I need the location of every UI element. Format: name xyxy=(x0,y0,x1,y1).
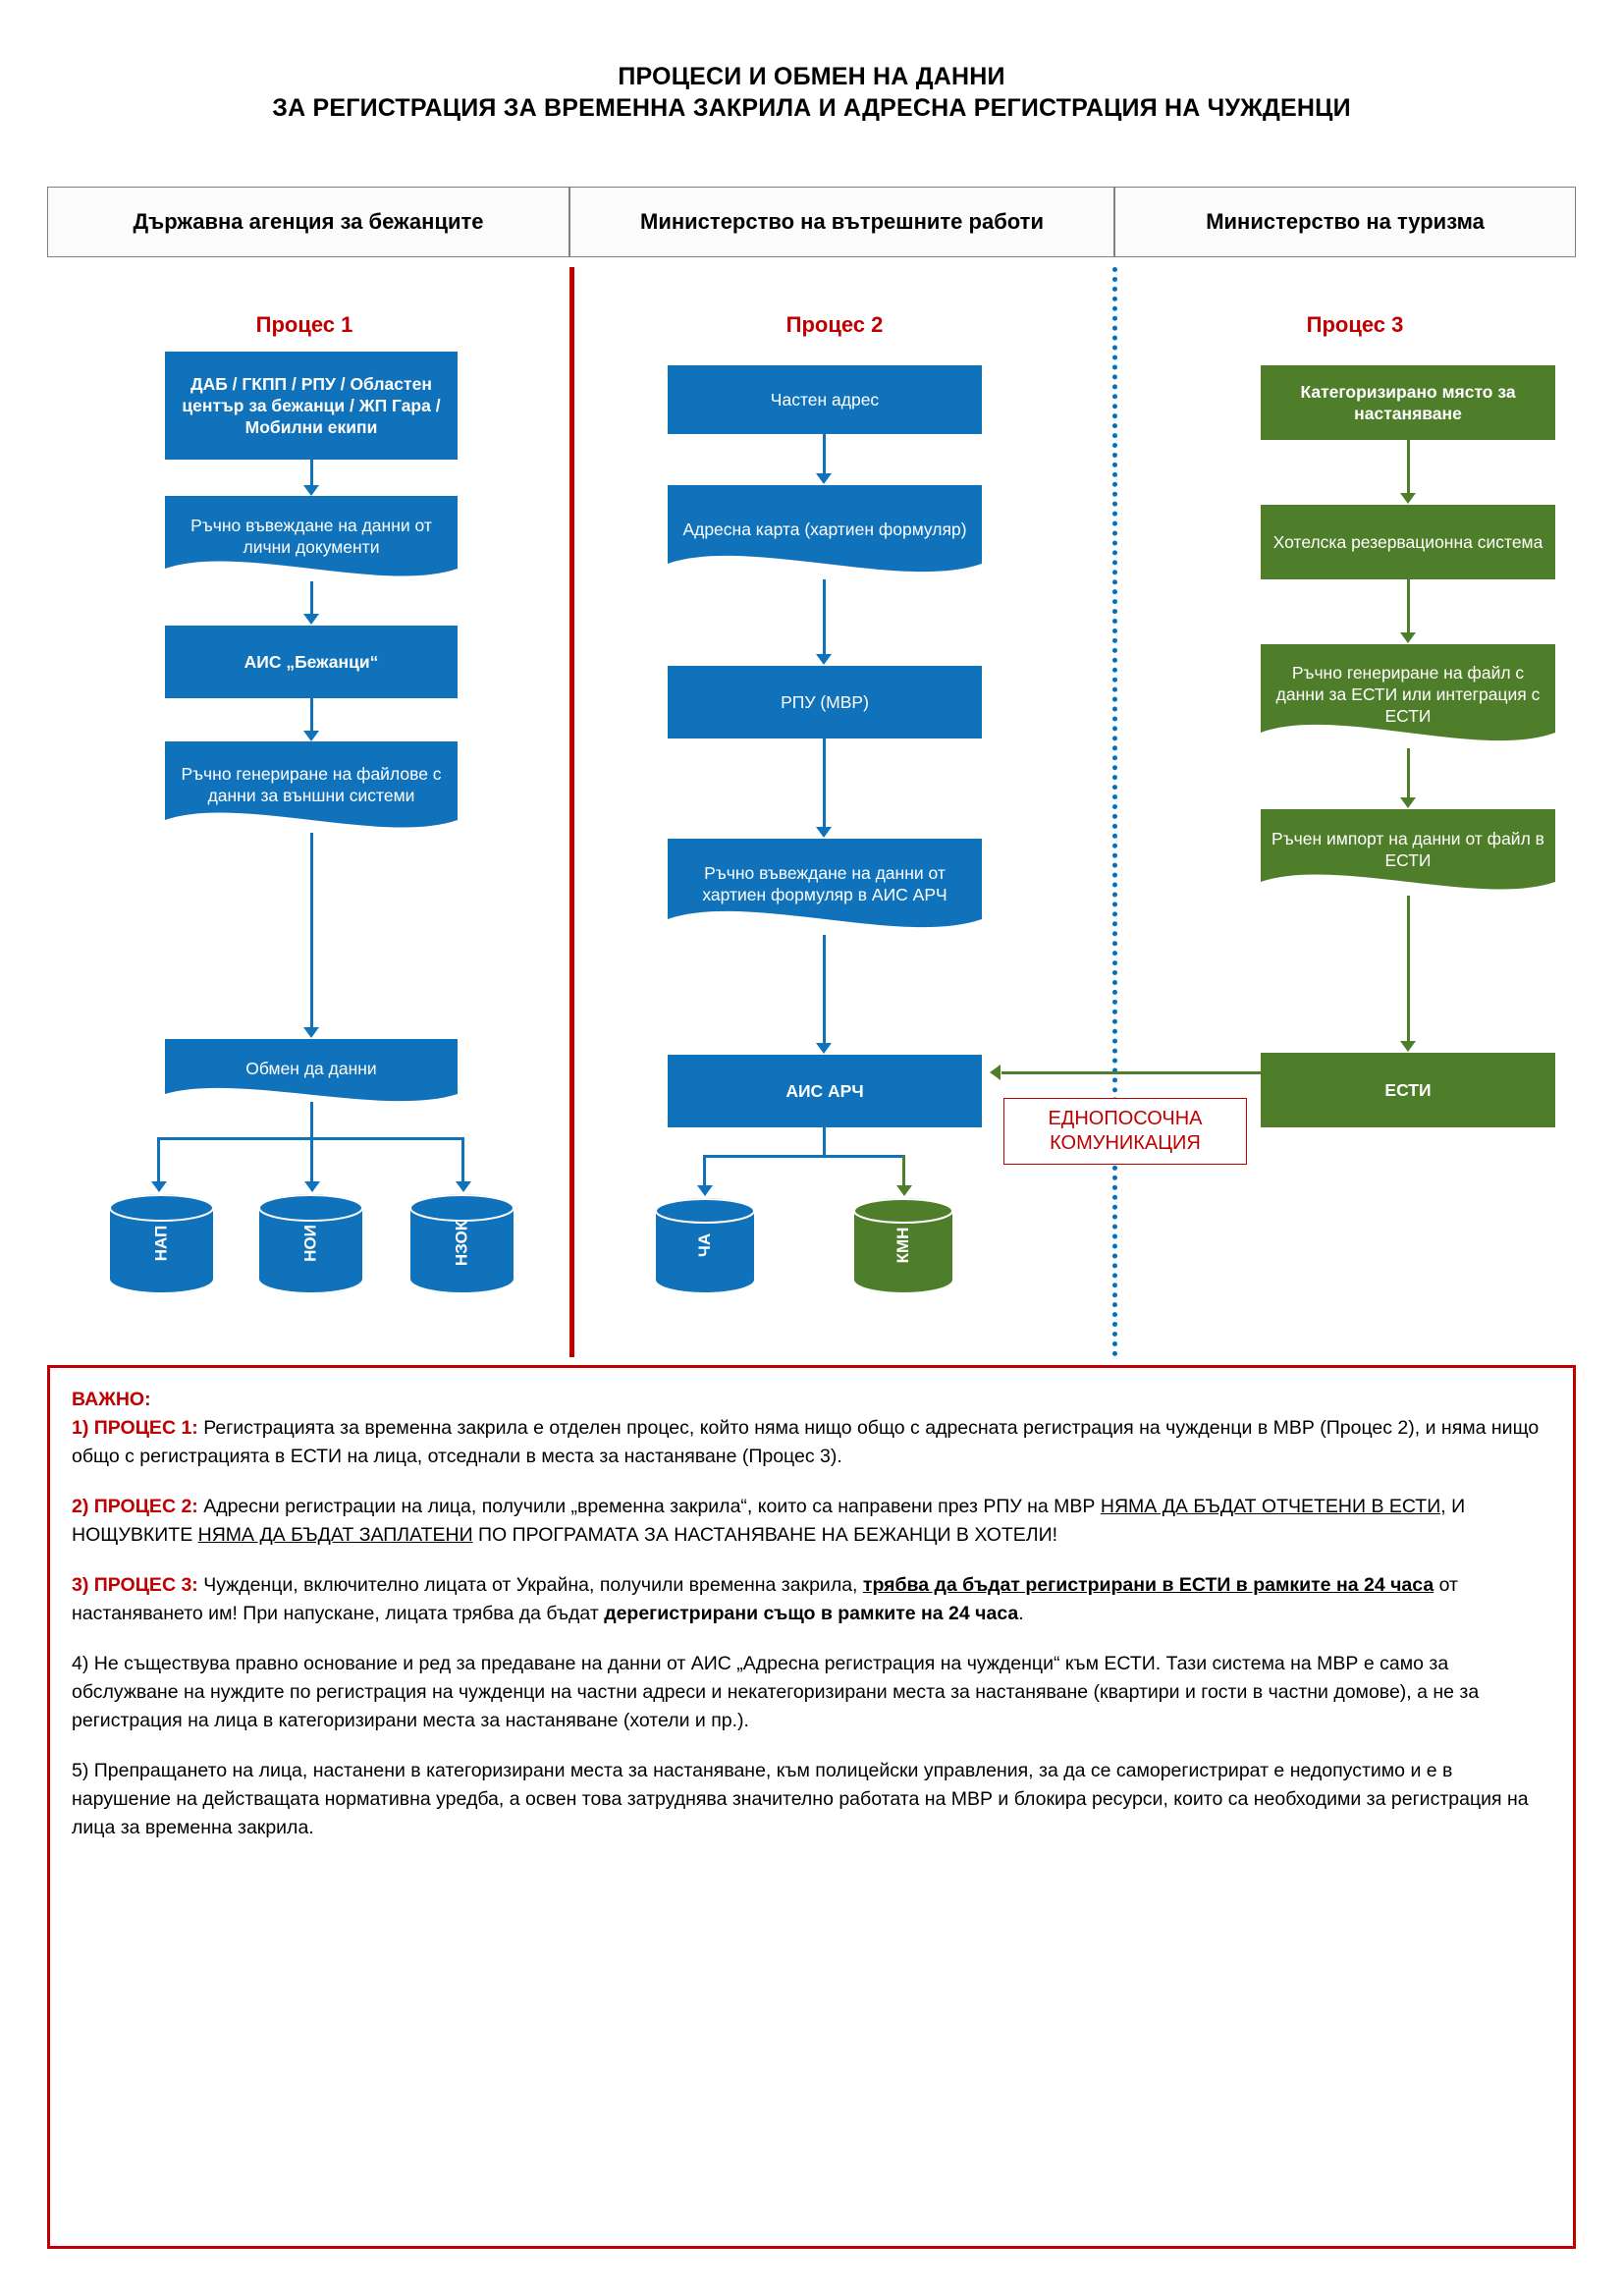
process-2-label: Процес 2 xyxy=(785,312,884,337)
p1-database-nzok-label: НЗОК xyxy=(452,1220,471,1267)
p2-arrow-4 xyxy=(816,1043,832,1054)
p2-arrow-1 xyxy=(816,473,832,484)
p3-arrow-2 xyxy=(1400,632,1416,643)
note-p2-underline-2: НЯМА ДА БЪДАТ ЗАПЛАТЕНИ xyxy=(197,1524,473,1546)
p1-database-nap-label: НАП xyxy=(151,1225,171,1262)
p1-split-stem xyxy=(310,1102,313,1137)
p2-branch-arrow-1 xyxy=(697,1185,713,1196)
p1-arrow-3 xyxy=(303,731,319,741)
p1-branch-arrow-3 xyxy=(456,1181,471,1192)
p2-address-card-text: Адресна карта (хартиен формуляр) xyxy=(682,519,967,539)
p1-data-exchange-doc xyxy=(165,1039,458,1110)
note-p3-c: . xyxy=(1018,1603,1024,1624)
process-3-label: Процес 3 xyxy=(1306,312,1404,337)
p1-source-box: ДАБ / ГКПП / РПУ / Областен център за бежанци / ЖП Гара / Мобилни екипи xyxy=(165,352,458,460)
p2-police-box: РПУ (МВР) xyxy=(668,666,982,738)
p2-branch-1 xyxy=(703,1155,706,1188)
p2-connector-1 xyxy=(823,434,826,475)
p3-manual-import-text: Ръчен импорт на данни от файл в ЕСТИ xyxy=(1271,829,1544,870)
note-p2-a: Адресни регистрации на лица, получили „временна закрила“, които са направени през РПУ на МВР xyxy=(197,1496,1101,1517)
p2-private-address-box: Частен адрес xyxy=(668,365,982,434)
p1-connector-2 xyxy=(310,581,313,616)
p1-arrow-2 xyxy=(303,614,319,625)
p2-arrow-3 xyxy=(816,827,832,838)
note-p2-b: И НОЩУВКИТЕ xyxy=(72,1496,1466,1546)
one-way-communication-callout: ЕДНОПОСОЧНА КОМУНИКАЦИЯ xyxy=(1003,1098,1247,1165)
p2-connector-4 xyxy=(823,935,826,1045)
note-p3-a: Чужденци, включително лицата от Украйна, получили временна закрила, xyxy=(197,1574,863,1596)
p1-data-exchange-text: Обмен да данни xyxy=(245,1059,377,1078)
p2-connector-2 xyxy=(823,579,826,656)
note-heading-text: ВАЖНО: xyxy=(72,1389,151,1410)
p3-arrow-4 xyxy=(1400,1041,1416,1052)
esti-to-arch-line xyxy=(1001,1071,1263,1074)
p1-database-noi-label: НОИ xyxy=(300,1225,320,1262)
p1-system-box: АИС „Бежанци“ xyxy=(165,626,458,698)
p3-arrow-1 xyxy=(1400,493,1416,504)
p2-system-box: АИС АРЧ xyxy=(668,1055,982,1127)
p1-database-nap xyxy=(110,1194,213,1292)
p1-database-noi xyxy=(259,1194,362,1292)
p2-address-card-doc xyxy=(668,485,982,583)
p3-hotel-system-box: Хотелска резервационна система xyxy=(1261,505,1555,579)
p1-branch-1 xyxy=(157,1137,160,1184)
p1-branch-3 xyxy=(461,1137,464,1184)
p1-connector-1 xyxy=(310,460,313,487)
column-header-refugee-agency: Държавна агенция за бежанците xyxy=(47,187,569,257)
esti-to-arch-arrow xyxy=(990,1065,1001,1080)
p2-database-kmn-label: КМН xyxy=(893,1227,912,1264)
column-header-interior-ministry: Министерство на вътрешните работи xyxy=(569,187,1114,257)
p2-manual-entry-text: Ръчно въвеждане на данни от хартиен формуляр в АИС АРЧ xyxy=(702,863,947,904)
note-p1-text: Регистрацията за временна закрила е отделен процес, който няма нищо общо с адресната регистрация на чужденци в МВР (Процес 2), и няма нищо общо с регистрацията в ЕСТИ на лица, отседнали в места за настаняване (Процес 3). xyxy=(72,1417,1540,1467)
p2-manual-entry-doc xyxy=(668,839,982,939)
p3-arrow-3 xyxy=(1400,797,1416,808)
p1-connector-4 xyxy=(310,833,313,1029)
p2-branch-2 xyxy=(902,1155,905,1188)
note-p3 xyxy=(72,1571,1551,1628)
p2-split-bar xyxy=(703,1155,905,1158)
note-p3-label: 3) ПРОЦЕС 3: xyxy=(72,1574,198,1596)
note-p2-c: ПО ПРОГРАМАТА ЗА НАСТАНЯВАНЕ НА БЕЖАНЦИ В ХОТЕЛИ! xyxy=(472,1524,1058,1546)
important-note-box xyxy=(47,1365,1576,2249)
separator-dotted-vertical xyxy=(1112,267,1117,1357)
p1-branch-2 xyxy=(310,1137,313,1184)
p1-branch-arrow-2 xyxy=(304,1181,320,1192)
p2-connector-3 xyxy=(823,738,826,829)
note-p2 xyxy=(72,1493,1551,1550)
column-header-tourism-ministry: Министерство на туризма xyxy=(1114,187,1576,257)
note-p5: 5) Препращането на лица, настанени в категоризирани места за настаняване, към полицейски управления, за да се саморегистрират е недопустимо и е в нарушение на действащата нормативна уредба, а освен това затруднява значително работата на МВР и блокира ресурси, които са необходими за регистрация на лица за временна закрила. xyxy=(72,1760,1529,1838)
title-line-1: ПРОЦЕСИ И ОБМЕН НА ДАННИ xyxy=(618,63,1005,90)
note-heading xyxy=(72,1386,1551,1471)
p2-arrow-2 xyxy=(816,654,832,665)
note-p2-label: 2) ПРОЦЕС 2: xyxy=(72,1496,198,1517)
p1-manual-entry-doc xyxy=(165,496,458,586)
title-line-2: ЗА РЕГИСТРАЦИЯ ЗА ВРЕМЕННА ЗАКРИЛА И АДРЕСНА РЕГИСТРАЦИЯ НА ЧУЖДЕНЦИ xyxy=(272,94,1351,122)
p2-branch-arrow-2 xyxy=(896,1185,912,1196)
p3-connector-2 xyxy=(1407,579,1410,634)
p2-database-cha-label: ЧА xyxy=(695,1232,714,1258)
p2-split-stem xyxy=(823,1127,826,1155)
note-p3-bold: дерегистрирани също в рамките на 24 часа xyxy=(604,1603,1019,1624)
p1-arrow-1 xyxy=(303,485,319,496)
page-title xyxy=(0,61,1623,124)
note-p3-b: от настаняването им! При напускане, лицата трябва да бъдат xyxy=(72,1574,1458,1624)
process-1-label: Процес 1 xyxy=(255,312,353,337)
p3-system-box: ЕСТИ xyxy=(1261,1053,1555,1127)
p1-manual-generate-doc xyxy=(165,741,458,838)
p3-connector-3 xyxy=(1407,748,1410,799)
p2-database-cha xyxy=(656,1198,754,1292)
p2-database-kmn xyxy=(854,1198,952,1292)
p1-arrow-4 xyxy=(303,1027,319,1038)
p1-branch-arrow-1 xyxy=(151,1181,167,1192)
p1-connector-3 xyxy=(310,698,313,733)
p1-database-nzok xyxy=(410,1194,514,1292)
p3-categorized-place-box: Категоризирано място за настаняване xyxy=(1261,365,1555,440)
p1-manual-entry-text: Ръчно въвеждане на данни от лични документи xyxy=(190,516,432,557)
p3-manual-import-doc xyxy=(1261,809,1555,900)
note-p2-underline-1: НЯМА ДА БЪДАТ ОТЧЕТЕНИ В ЕСТИ, xyxy=(1100,1496,1446,1517)
p3-connector-1 xyxy=(1407,440,1410,495)
note-p4: 4) Не съществува правно основание и ред за предаване на данни от АИС „Адресна регистрация на чужденци“ към ЕСТИ. Тази система на МВР е само за обслужване на нуждите по регистрация на чужденци на частни адреси и некатегоризирани места за настаняване (квартири и гости в частни домове), а не за регистрация на лица в категоризирани места за настаняване (хотели и пр.). xyxy=(72,1653,1480,1731)
p3-connector-4 xyxy=(1407,896,1410,1043)
note-p1-label: 1) ПРОЦЕС 1: xyxy=(72,1417,198,1439)
p1-manual-generate-text: Ръчно генериране на файлове с данни за външни системи xyxy=(181,764,442,805)
p3-manual-generate-text: Ръчно генериране на файл с данни за ЕСТИ или интеграция с ЕСТИ xyxy=(1275,663,1541,726)
separator-red-vertical xyxy=(569,267,574,1357)
p3-manual-generate-doc xyxy=(1261,644,1555,754)
note-p3-bold-underline: трябва да бъдат регистрирани в ЕСТИ в рамките на 24 часа xyxy=(862,1574,1434,1596)
